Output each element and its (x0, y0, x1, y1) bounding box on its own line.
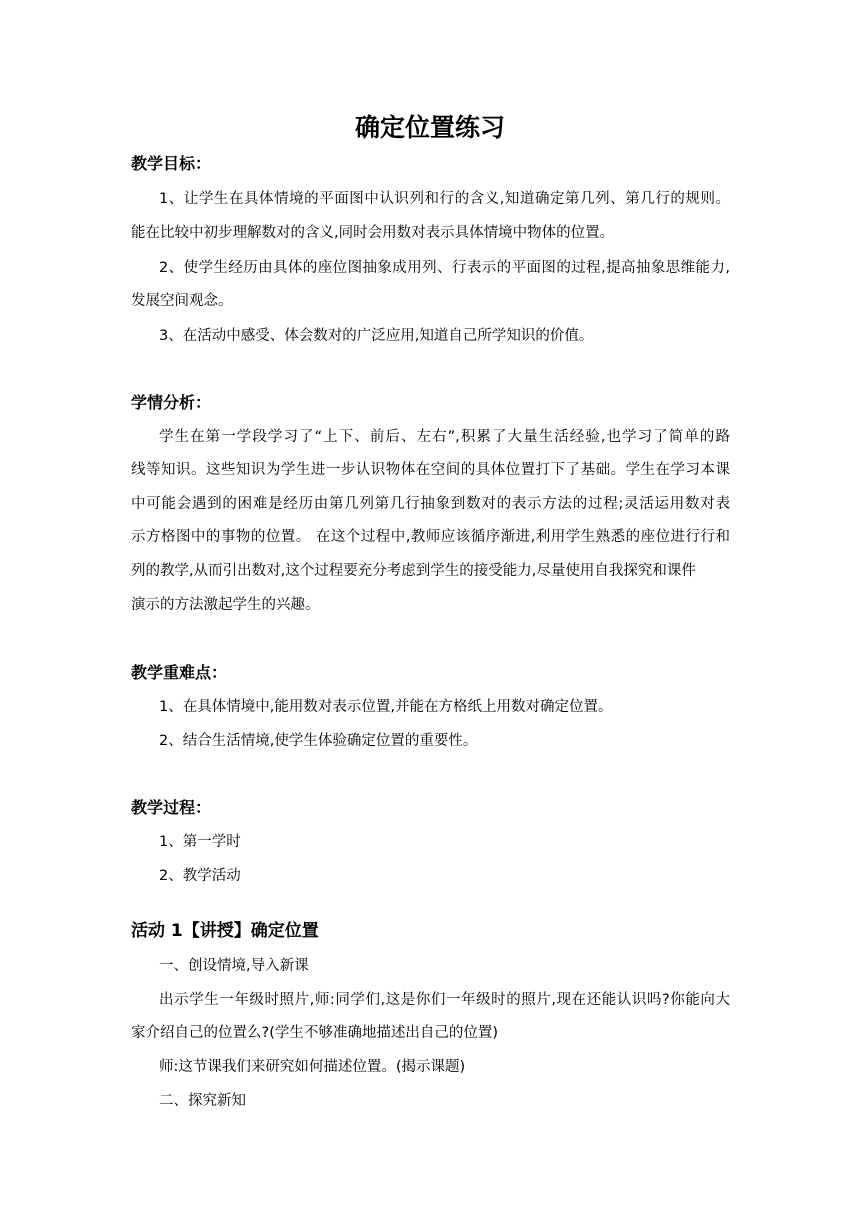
goals-line-4: 发展空间观念。 (131, 293, 233, 309)
document-title: 确定位置练习 (354, 113, 505, 142)
analysis-line-1: 学生在第一学段学习了“上下、前后、左右”,积累了大量生活经验,也学习了简单的路 (159, 429, 730, 445)
keypoints-line-1: 1、在具体情境中,能用数对表示位置,并能在方格纸上用数对确定位置。 (159, 699, 613, 715)
goals-line-1: 1、让学生在具体情境的平面图中认识列和行的含义,知道确定第几列、第几行的规则。 (159, 191, 730, 207)
analysis-line-6: 演示的方法激起学生的兴趣。 (131, 597, 320, 613)
analysis-heading: 学情分析： (131, 393, 212, 412)
keypoints-heading: 教学重难点： (131, 663, 228, 682)
goals-line-3: 2、使学生经历由具体的座位图抽象成用列、行表示的平面图的过程,提高抽象思维能力, (159, 260, 730, 276)
keypoints-line-2: 2、结合生活情境,使学生体验确定位置的重要性。 (159, 733, 478, 749)
goals-heading: 教学目标： (131, 154, 212, 173)
process-heading: 教学过程： (131, 798, 212, 817)
activity-line-5: 二、探究新知 (159, 1093, 246, 1109)
analysis-line-4: 示方格图中的事物的位置。 在这个过程中,教师应该循序渐进,利用学生熟悉的座位进行行和 (131, 529, 730, 545)
goals-line-2: 能在比较中初步理解数对的含义,同时会用数对表示具体情境中物体的位置。 (131, 225, 615, 241)
analysis-line-3: 中可能会遇到的困难是经历由第几列第几行抽象到数对的表示方法的过程;灵活运用数对表 (131, 496, 730, 512)
process-line-2: 2、教学活动 (159, 868, 241, 884)
goals-line-5: 3、在活动中感受、体会数对的广泛应用,知道自己所学知识的价值。 (159, 328, 594, 344)
activity-heading: 活动 1【讲授】确定位置 (131, 921, 319, 941)
analysis-line-2: 线等知识。这些知识为学生进一步认识物体在空间的具体位置打下了基础。学生在学习本课 (131, 462, 730, 478)
activity-line-3: 家介绍自己的位置么?(学生不够准确地描述出自己的位置) (131, 1025, 499, 1041)
activity-line-1: 一、创设情境,导入新课 (159, 958, 309, 974)
analysis-line-5: 列的教学,从而引出数对,这个过程要充分考虑到学生的接受能力,尽量使用自我探究和课件 (131, 563, 696, 579)
process-line-1: 1、第一学时 (159, 834, 241, 850)
activity-line-2: 出示学生一年级时照片,师:同学们,这是你们一年级时的照片,现在还能认识吗?你能向大 (159, 992, 730, 1008)
activity-line-4: 师:这节课我们来研究如何描述位置。(揭示课题) (159, 1059, 466, 1075)
